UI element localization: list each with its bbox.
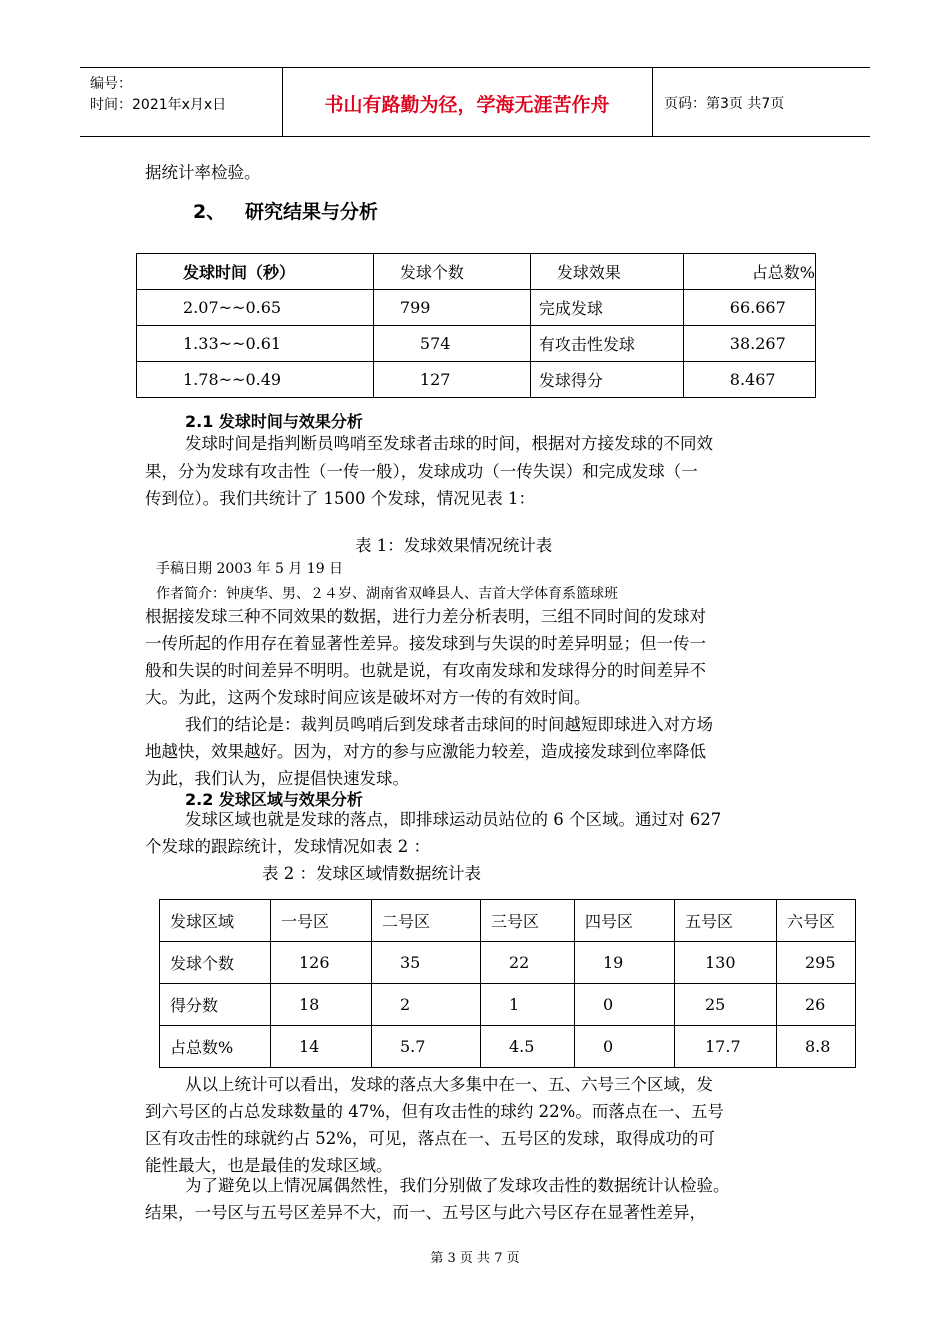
table-cell: 1 <box>481 984 575 1026</box>
table-header-cell: 六号区 <box>777 900 856 942</box>
table-cell: 18 <box>271 984 372 1026</box>
paragraph-line: 能性最大，也是最佳的发球区域。 <box>145 1156 393 1175</box>
author-intro: 作者简介：钟庚华、男、２４岁、湖南省双峰县人、吉首大学体育系篮球班 <box>156 586 618 602</box>
table-header-cell: 发球个数 <box>373 254 530 290</box>
table-1-caption: 表 1：发球效果情况统计表 <box>355 536 553 555</box>
table-cell: 14 <box>271 1026 372 1068</box>
table-cell: 0 <box>575 1026 675 1068</box>
table-cell: 4.5 <box>481 1026 575 1068</box>
table-serve-zone <box>159 899 856 1068</box>
table-row <box>137 362 816 398</box>
table-cell: 8.467 <box>683 362 815 398</box>
table-row <box>160 942 856 984</box>
table-row <box>160 984 856 1026</box>
table-cell: 5.7 <box>372 1026 481 1068</box>
table-cell: 799 <box>373 290 530 326</box>
subsection-2-2-title: 2.2 发球区域与效果分析 <box>185 790 363 809</box>
paragraph-line: 发球时间是指判断员鸣哨至发球者击球的时间，根据对方接发球的不同效 <box>185 434 713 453</box>
table-row <box>137 326 816 362</box>
paragraph-line: 果，分为发球有攻击性（一传一般），发球成功（一传失误）和完成发球（一 <box>145 462 698 481</box>
table-header-cell: 四号区 <box>575 900 675 942</box>
table-cell: 22 <box>481 942 575 984</box>
table-cell: 完成发球 <box>530 290 683 326</box>
paragraph-line: 为了避免以上情况属偶然性，我们分别做了发球攻击性的数据统计认检验。 <box>185 1176 730 1195</box>
table-cell: 8.8 <box>777 1026 856 1068</box>
table-cell: 66.667 <box>683 290 815 326</box>
header-motto-cell <box>282 68 653 136</box>
table-cell: 有攻击性发球 <box>530 326 683 362</box>
table-cell: 0 <box>575 984 675 1026</box>
header-page-info: 页码：第3页 共7页 <box>664 96 785 112</box>
table-cell: 35 <box>372 942 481 984</box>
intro-line: 据统计率检验。 <box>145 163 261 182</box>
table-cell: 发球个数 <box>160 942 271 984</box>
paragraph-line: 从以上统计可以看出，发球的落点大多集中在一、五、六号三个区域，发 <box>185 1075 713 1094</box>
table-row <box>160 1026 856 1068</box>
paragraph-line: 一传所起的作用存在着显著性差异。接发球到与失误的时差异明显；但一传一 <box>145 634 706 653</box>
subsection-2-1-title: 2.1 发球时间与效果分析 <box>185 412 363 431</box>
table-cell: 130 <box>675 942 777 984</box>
table-header-cell: 二号区 <box>372 900 481 942</box>
table-header-cell: 三号区 <box>481 900 575 942</box>
doc-number-label: 编号： <box>90 76 132 92</box>
table-header-row <box>160 900 856 942</box>
table-2-caption: 表 2 ：发球区域情数据统计表 <box>262 864 481 883</box>
paragraph-line: 大。为此，这两个发球时间应该是破坏对方一传的有效时间。 <box>145 688 591 707</box>
table-cell: 1.33~~0.61 <box>137 326 374 362</box>
table-cell: 127 <box>373 362 530 398</box>
table-cell: 26 <box>777 984 856 1026</box>
table-header-cell: 发球时间（秒） <box>137 254 374 290</box>
header-meta <box>80 68 283 136</box>
paragraph-line: 发球区域也就是发球的落点，即排球运动员站位的 6 个区域。通过对 627 <box>185 810 722 829</box>
paragraph-line: 根据接发球三种不同效果的数据，进行力差分析表明，三组不同时间的发球对 <box>145 607 706 626</box>
table-header-row <box>137 254 816 290</box>
table-cell: 574 <box>373 326 530 362</box>
section-2-title: 研究结果与分析 <box>245 201 379 223</box>
paragraph-line: 区有攻击性的球就约占 52%，可见，落点在一、五号区的发球，取得成功的可 <box>145 1129 715 1148</box>
table-cell: 17.7 <box>675 1026 777 1068</box>
manuscript-date: 手稿日期 2003 年 5 月 19 日 <box>156 561 344 577</box>
section-2-number: 2、 <box>193 201 226 223</box>
paragraph-line: 地越快，效果越好。因为，对方的参与应激能力较差，造成接发球到位率降低 <box>145 742 706 761</box>
table-cell: 1.78~~0.49 <box>137 362 374 398</box>
table-cell: 295 <box>777 942 856 984</box>
table-row <box>137 290 816 326</box>
table-cell: 发球得分 <box>530 362 683 398</box>
table-cell: 19 <box>575 942 675 984</box>
page-footer: 第 3 页 共 7 页 <box>430 1251 520 1266</box>
table-header-cell: 发球区域 <box>160 900 271 942</box>
paragraph-line: 般和失误的时间差异不明明。也就是说，有攻南发球和发球得分的时间差异不 <box>145 661 706 680</box>
paragraph-line: 为此，我们认为，应提倡快速发球。 <box>145 769 409 788</box>
paragraph-line: 我们的结论是：裁判员鸣哨后到发球者击球间的时间越短即球进入对方场 <box>185 715 713 734</box>
page-header <box>80 67 870 137</box>
paragraph-line: 到六号区的占总发球数量的 47%，但有攻击性的球约 22%。而落点在一、五号 <box>145 1102 724 1121</box>
table-serve-effect <box>136 253 816 398</box>
table-cell: 38.267 <box>683 326 815 362</box>
paragraph-line: 结果，一号区与五号区差异不大，而一、五号区与此六号区存在显著性差异， <box>145 1203 706 1222</box>
header-motto: 书山有路勤为径，学海无涯苦作舟 <box>324 94 610 116</box>
table-header-cell: 五号区 <box>675 900 777 942</box>
paragraph-line: 个发球的跟踪统计，发球情况如表 2 ： <box>145 837 430 856</box>
table-cell: 得分数 <box>160 984 271 1026</box>
doc-time-label: 时间：2021年x月x日 <box>90 97 227 113</box>
table-cell: 25 <box>675 984 777 1026</box>
table-cell: 2 <box>372 984 481 1026</box>
paragraph-line: 传到位）。我们共统计了 1500 个发球，情况见表 1： <box>145 489 535 508</box>
table-header-cell: 占总数% <box>683 254 815 290</box>
table-header-cell: 一号区 <box>271 900 372 942</box>
table-cell: 2.07~~0.65 <box>137 290 374 326</box>
table-header-cell: 发球效果 <box>530 254 683 290</box>
table-cell: 占总数% <box>160 1026 271 1068</box>
table-cell: 126 <box>271 942 372 984</box>
header-page-cell <box>652 68 870 136</box>
